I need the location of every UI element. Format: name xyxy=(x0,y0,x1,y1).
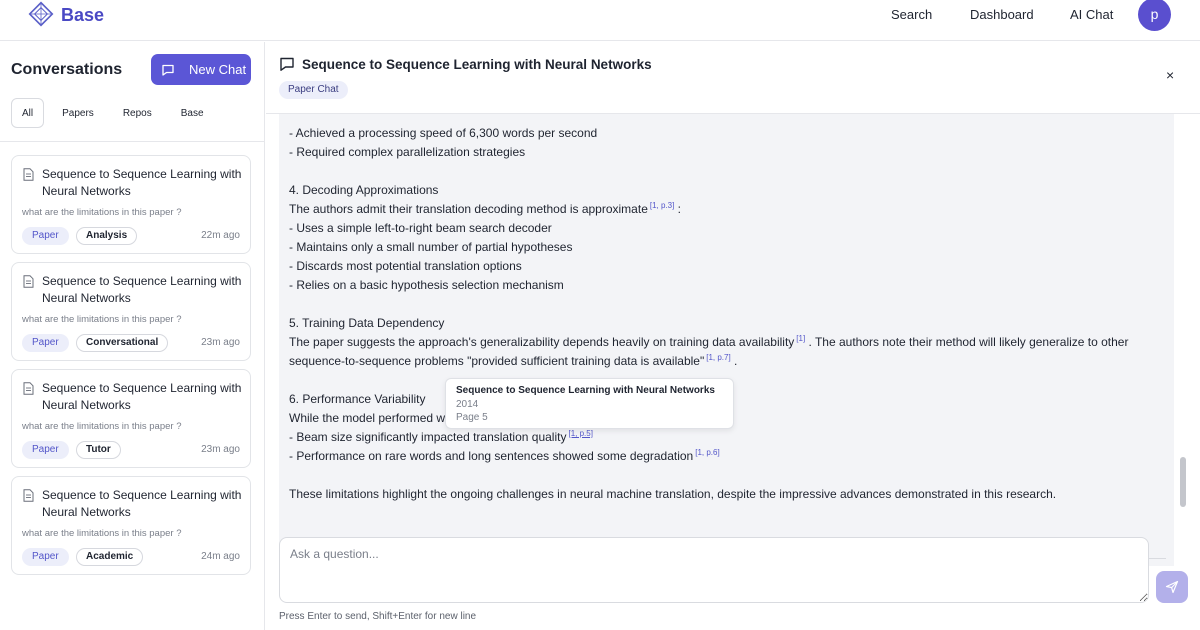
close-icon[interactable]: × xyxy=(1166,67,1175,83)
citation-link[interactable]: [1] xyxy=(796,334,806,343)
message-text: - Beam size significantly impacted translation quality xyxy=(289,430,567,444)
conversation-time: 24m ago xyxy=(201,551,240,562)
conversation-question: what are the limitations in this paper ? xyxy=(22,207,182,218)
sidebar-title: Conversations xyxy=(11,61,123,78)
citation-link[interactable]: [1, p.5] xyxy=(568,429,593,438)
new-chat-button[interactable] xyxy=(151,54,251,85)
chat-type-tag: Paper Chat xyxy=(279,81,348,99)
divider xyxy=(0,141,264,142)
top-navigation xyxy=(0,0,1200,41)
conversation-question: what are the limitations in this paper ? xyxy=(22,421,182,432)
message-line: - Uses a simple left-to-right beam search decoder xyxy=(289,221,552,235)
section-heading: 4. Decoding Approximations xyxy=(289,183,439,197)
assistant-message xyxy=(289,124,1159,504)
document-icon xyxy=(23,275,34,288)
citation-link[interactable]: [1, p.6] xyxy=(695,448,720,457)
tooltip-title: Sequence to Sequence Learning with Neural Networks xyxy=(456,385,715,396)
citation-link[interactable]: [1, p.3] xyxy=(649,201,675,210)
document-icon xyxy=(23,382,34,395)
message-line: - Maintains only a small number of partial hypotheses xyxy=(289,240,573,254)
logo-icon[interactable] xyxy=(28,1,54,27)
type-tag: Paper xyxy=(22,441,69,459)
conversation-card[interactable] xyxy=(11,155,251,254)
message-area xyxy=(279,114,1174,566)
message-text: The authors admit their translation decoding method is approximate xyxy=(289,202,648,216)
message-text: The paper suggests the approach's generalizability depends heavily on training data availability xyxy=(289,335,795,349)
citation-tooltip xyxy=(445,378,734,429)
filter-papers[interactable]: Papers xyxy=(62,107,94,119)
message-text: - Performance on rare words and long sentences showed some degradation xyxy=(289,449,694,463)
conversation-card[interactable] xyxy=(11,262,251,361)
message-line: - Required complex parallelization strategies xyxy=(289,145,526,159)
conversation-title: Sequence to Sequence Learning with Neural Networks xyxy=(42,488,242,519)
conversation-question: what are the limitations in this paper ? xyxy=(22,314,182,325)
input-hint: Press Enter to send, Shift+Enter for new line xyxy=(279,611,477,622)
citation-link[interactable]: [1, p.7] xyxy=(706,353,731,362)
conversation-time: 23m ago xyxy=(201,444,240,455)
message-text: : xyxy=(674,202,682,216)
avatar[interactable]: p xyxy=(1138,0,1171,31)
message-line: - Achieved a processing speed of 6,300 words per second xyxy=(289,126,598,140)
section-heading: 6. Performance Variability xyxy=(289,392,426,406)
section-heading: 5. Training Data Dependency xyxy=(289,316,445,330)
type-tag: Paper xyxy=(22,334,69,352)
conversations-sidebar xyxy=(0,42,265,630)
nav-dashboard[interactable]: Dashboard xyxy=(970,7,1034,22)
conversation-title: Sequence to Sequence Learning with Neural Networks xyxy=(42,274,242,305)
type-tag: Paper xyxy=(22,548,69,566)
conversation-time: 23m ago xyxy=(201,337,240,348)
chat-bubble-icon xyxy=(279,56,295,72)
send-icon xyxy=(1165,580,1179,594)
filter-repos[interactable]: Repos xyxy=(122,107,152,119)
message-line: These limitations highlight the ongoing challenges in neural machine translation, despite the impressive advances demonstrated in this research. xyxy=(289,487,1057,501)
message-line: While the model performed w xyxy=(289,411,446,425)
mode-tag: Conversational xyxy=(76,334,168,352)
chat-bubble-icon xyxy=(161,63,175,77)
tooltip-year: 2014 xyxy=(456,399,479,410)
conversation-card[interactable] xyxy=(11,369,251,468)
tooltip-page: Page 5 xyxy=(456,412,488,423)
message-line: - Relies on a basic hypothesis selection mechanism xyxy=(289,278,564,292)
mode-tag: Academic xyxy=(76,548,143,566)
chat-panel xyxy=(266,42,1200,630)
document-icon xyxy=(23,168,34,181)
conversation-card[interactable] xyxy=(11,476,251,575)
message-text: . The authors note their method will likely generalize to other xyxy=(805,335,1129,349)
conversation-time: 22m ago xyxy=(201,230,240,241)
new-chat-label: New Chat xyxy=(189,62,247,77)
document-icon xyxy=(23,489,34,502)
conversation-title: Sequence to Sequence Learning with Neural Networks xyxy=(42,167,242,198)
filter-all[interactable]: All xyxy=(11,98,44,128)
filter-tabs xyxy=(11,98,222,128)
brand-name[interactable]: Base xyxy=(61,5,105,25)
filter-base[interactable]: Base xyxy=(180,107,204,119)
scrollbar-thumb[interactable] xyxy=(1180,457,1186,507)
conversation-question: what are the limitations in this paper ? xyxy=(22,528,182,539)
message-text: . xyxy=(730,354,738,368)
nav-ai-chat[interactable]: AI Chat xyxy=(1070,7,1114,22)
conversation-title: Sequence to Sequence Learning with Neural Networks xyxy=(42,381,242,412)
send-button[interactable] xyxy=(1156,571,1188,603)
message-text: sequence-to-sequence problems "provided sufficient training data is available" xyxy=(289,354,705,368)
mode-tag: Analysis xyxy=(76,227,137,245)
message-line: - Discards most potential translation options xyxy=(289,259,522,273)
mode-tag: Tutor xyxy=(76,441,121,459)
chat-title: Sequence to Sequence Learning with Neural Networks xyxy=(302,57,652,72)
type-tag: Paper xyxy=(22,227,69,245)
nav-search[interactable]: Search xyxy=(891,7,933,22)
question-input[interactable] xyxy=(279,537,1149,603)
